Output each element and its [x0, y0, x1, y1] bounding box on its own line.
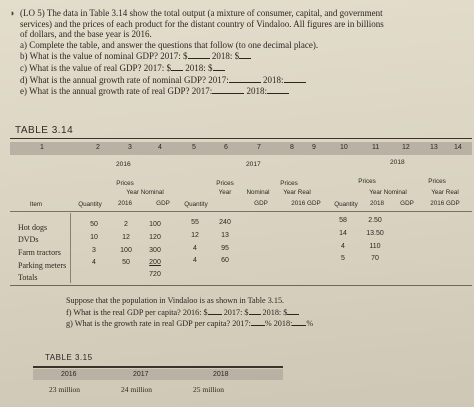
column-number: 8 [290, 144, 294, 151]
question-f-part2: 2017: $ [223, 307, 249, 317]
header-divider [10, 211, 472, 212]
table-cell: 10 [90, 234, 98, 241]
header-gdp-2018: GDP [400, 200, 414, 207]
question-a: a) Complete the table, and answer the questions that follow (to one decimal place). [20, 39, 319, 50]
year-label: 2018 [213, 371, 229, 378]
column-number: 3 [128, 144, 132, 151]
column-number: 10 [340, 144, 348, 151]
table-cell: 13 [221, 232, 229, 239]
header-gdp-2017: GDP [254, 200, 268, 207]
table-cell: 2 [124, 221, 128, 228]
header-item: Item [29, 201, 43, 208]
table-cell: 58 [339, 217, 347, 224]
header-prices-2016: Prices [116, 180, 134, 187]
table-cell-total: 720 [149, 271, 161, 278]
question-intro-1: The data in Table 3.14 show the total output (a mixture of consumer, capital, and government [46, 8, 383, 18]
question-g-part2: % 2018: [264, 319, 293, 328]
header-prices-2018b: Prices [428, 178, 446, 185]
column-divider [70, 213, 71, 283]
table-cell: 240 [219, 219, 231, 226]
header-year-real-2017: Year Real [283, 189, 311, 196]
column-number: 11 [372, 144, 380, 151]
header-nominal-2017: Nominal [246, 189, 270, 196]
question-intro-3: of dollars, and the base year is 2016. [20, 29, 152, 40]
question-c-part1: c) What is the value of real GDP? 2017: $ [20, 62, 172, 73]
column-number: 4 [158, 144, 162, 151]
table-3-14 [10, 138, 472, 287]
table-cell: 2.50 [368, 217, 382, 224]
header-prices-2016-year: 2016 [117, 200, 132, 207]
table-cell: 200 [149, 259, 161, 266]
blank-field[interactable] [287, 306, 299, 315]
year-2016-label: 2016 [116, 161, 131, 168]
row-label-totals: Totals [18, 273, 38, 282]
table-cell: 12 [191, 232, 199, 239]
table-bottom-rule [10, 285, 472, 286]
question-g-part3: % [306, 319, 314, 328]
year-label: 2017 [133, 371, 149, 378]
header-2016-gdp-2018: 2016 GDP [430, 200, 460, 207]
column-number: 1 [40, 144, 44, 151]
table-cell: 14 [339, 230, 347, 237]
header-2018: 2018 [369, 200, 384, 207]
table-3-15-years [33, 369, 283, 380]
blank-field[interactable] [171, 62, 183, 71]
table-cell: 60 [221, 257, 229, 264]
question-label: (LO 5) [20, 8, 45, 18]
table-cell: 4 [193, 257, 197, 264]
column-number: 14 [454, 144, 462, 151]
column-number: 2 [96, 144, 100, 151]
blank-field[interactable] [251, 317, 265, 326]
blank-field[interactable] [284, 74, 306, 83]
table-cell: 13.50 [366, 230, 384, 237]
blank-field[interactable] [292, 317, 306, 326]
table-cell: 4 [193, 245, 197, 252]
table-cell: 100 [149, 221, 161, 228]
table-cell: 4 [341, 243, 345, 250]
column-number: 12 [402, 144, 410, 151]
header-prices-2018: Prices [358, 178, 376, 185]
column-number: 6 [224, 144, 228, 151]
table-cell: 3 [92, 247, 96, 254]
question-c-part2: 2018: $ [185, 62, 213, 73]
question-block [10, 8, 465, 97]
question-e-part1: e) What is the annual growth rate of real GDP? 2017: [20, 86, 213, 97]
question-d-part1: d) What is the annual growth rate of nominal GDP? 2017: [20, 74, 229, 85]
table-cell: 12 [122, 234, 130, 241]
table-cell: 95 [221, 245, 229, 252]
header-year-real-2018: Year Real [431, 189, 459, 196]
header-quantity-2018: Quantity [334, 201, 358, 208]
question-f-part3: 2018: $ [262, 307, 288, 317]
header-nominal-2016: Year Nominal [126, 189, 164, 196]
row-label: Farm tractors [18, 248, 61, 257]
column-number-bar [10, 142, 472, 155]
header-gdp-2016: GDP [156, 200, 170, 207]
population-value: 24 million [121, 385, 153, 394]
blank-field[interactable] [267, 85, 289, 94]
table-cell: 110 [369, 243, 381, 250]
question-g-part1: g) What is the growth rate in real GDP per capita? 2017: [66, 319, 251, 328]
bullet-icon: ◗ [10, 8, 16, 18]
blank-field[interactable] [229, 74, 261, 83]
header-2016-gdp: 2016 GDP [291, 200, 321, 207]
blank-field[interactable] [188, 50, 210, 59]
column-number: 9 [312, 144, 316, 151]
population-value: 25 million [193, 385, 225, 394]
table-3-15-title: TABLE 3.15 [45, 353, 93, 362]
question-d-part2: 2018: [263, 74, 284, 85]
blank-field[interactable] [213, 62, 225, 71]
table-cell: 100 [120, 247, 132, 254]
question-e-part2: 2018: [246, 86, 268, 97]
header-prices-2017b: Prices [280, 180, 298, 187]
row-label: Parking meters [18, 261, 67, 270]
header-prices-2017: Prices [216, 180, 234, 187]
year-2017-label: 2017 [246, 161, 261, 168]
table-3-15-top-rule [33, 366, 283, 368]
blank-field[interactable] [208, 306, 222, 315]
column-number: 13 [430, 144, 438, 151]
table-cell: 4 [92, 259, 96, 266]
header-quantity-2016: Quantity [78, 201, 102, 208]
year-2018-label: 2018 [390, 159, 405, 166]
header-year-nominal-2018: Year Nominal [369, 189, 407, 196]
blank-field[interactable] [239, 50, 251, 59]
table-3-15-values [33, 383, 283, 395]
header-year-2017: Year [218, 189, 232, 196]
header-quantity-2017: Quantity [184, 201, 208, 208]
year-label: 2016 [61, 371, 77, 378]
question-f-part1: f) What is the real GDP per capita? 2016: $ [66, 307, 208, 317]
table-cell: 120 [149, 234, 161, 241]
question-b-part1: b) What is the value of nominal GDP? 2017: $ [20, 51, 188, 62]
table-cell: 50 [90, 221, 98, 228]
blank-field[interactable] [249, 306, 261, 315]
population-intro: Suppose that the population in Vindaloo is as shown in Table 3.15. [66, 296, 285, 305]
table-3-14-title: TABLE 3.14 [15, 125, 74, 136]
table-cell: 5 [341, 255, 345, 262]
column-number: 5 [192, 144, 196, 151]
table-cell: 70 [371, 255, 379, 262]
table-cell: 300 [149, 247, 161, 254]
row-label: DVDs [18, 235, 39, 244]
table-cell: 50 [122, 259, 130, 266]
table-cell: 55 [191, 219, 199, 226]
blank-field[interactable] [212, 85, 244, 94]
question-b-part2: 2018: $ [211, 51, 240, 62]
column-number: 7 [257, 144, 261, 151]
population-questions [66, 296, 396, 329]
question-intro-2: services) and the prices of each product for the distant country of Vindaloo. All figures are in billions [20, 18, 384, 29]
population-value: 23 million [49, 385, 81, 394]
table-3-15 [33, 348, 283, 407]
row-label: Hot dogs [18, 223, 48, 232]
